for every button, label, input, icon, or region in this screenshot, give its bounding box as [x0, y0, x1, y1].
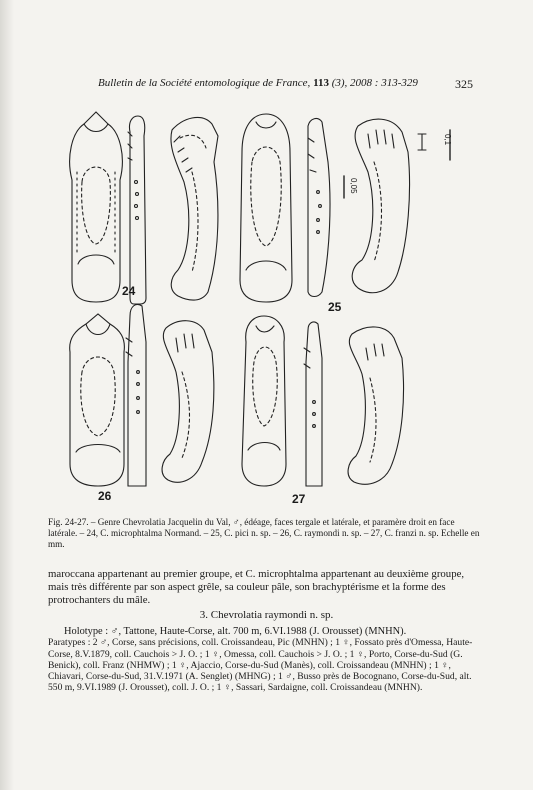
holotype-entry: Holotype : ♂, Tattone, Haute-Corse, alt. 700 m, 6.VI.1988 (J. Orousset) (MNHN).	[64, 626, 407, 637]
paratypes-entry: Paratypes : 2 ♂, Corse, sans précisions, coll. Croissandeau, Pic (MNHN) ; 1 ♀, Fossato près d'Omessa, Haute-Corse, 8.V.1879, coll. Cauchois > J. O. ; 1 ♀, Omessa, coll. Cauchois > J. O. ; 1 ♀, Porto, Corse-du-Sud (G. Benick), coll. Franz (NHMW) ; 1 ♀, Ajaccio, Corse-du-Sud (Manès), coll. Croissandeau (MNHN) ; 1 ♀, Chiavari, Corse-du-Sud, 31.V.1971 (A. Senglet) (MHNG) ; 1 ♂, Busso près de Bocognano, Corse-du-Sud, alt. 550 m, 9.VI.1989 (J. Orousset), coll. J. O. ; 1 ♀, Sassari, Sardaigne, coll. Croissandeau (MNHN).	[48, 637, 473, 694]
fig26-tergal-view	[70, 314, 125, 486]
journal-citation: Bulletin de la Société entomologique de France, 113 (3), 2008 : 313-329	[98, 77, 418, 89]
figure-plate	[52, 102, 476, 507]
scale-label-0-1: 0,1	[443, 134, 452, 146]
fig25-tergal-view	[240, 114, 292, 302]
figure-label-27: 27	[292, 492, 306, 506]
figure-label-25: 25	[328, 300, 342, 314]
section-title: 3. Chevrolatia raymondi n. sp.	[199, 609, 334, 621]
page-number: 325	[455, 77, 473, 91]
fig26-paramere	[126, 304, 146, 486]
figure-label-24: 24	[122, 284, 136, 298]
fig26-lateral-view	[162, 321, 214, 483]
aedeagus-illustrations	[52, 102, 476, 507]
fig27-paramere	[304, 322, 322, 486]
fig27-tergal-view	[242, 316, 286, 486]
scale-bars	[344, 130, 450, 198]
type-material	[48, 626, 488, 694]
page-edge-shadow	[0, 0, 14, 790]
figure-caption: Fig. 24-27. – Genre Chevrolatia Jacquelin du Val, ♂, édéage, faces tergale et latérale, et paramère droit en face latérale. – 24, C. microphtalma Normand. – 25, C. pici n. sp. – 26, C. raymondi n. sp. – 27, C. franzi n. sp. Echelle en mm.	[48, 517, 480, 550]
fig25-paramere	[308, 119, 330, 297]
scale-label-0-05: 0,05	[349, 178, 358, 194]
body-paragraph: maroccana appartenant au premier groupe, et C. microphtalma appartenant au deuxième groupe, mais très différente par son aspect grêle, sa couleur pâle, son brachyptérisme et la forme des protrochanters du mâle.	[48, 568, 465, 606]
running-header	[60, 77, 473, 93]
fig24-tergal-view	[70, 112, 123, 302]
figure-label-26: 26	[98, 489, 112, 503]
fig25-lateral-view	[352, 119, 426, 293]
fig27-lateral-view	[348, 327, 403, 484]
fig24-lateral-view	[171, 117, 218, 300]
fig24-paramere	[128, 116, 146, 304]
